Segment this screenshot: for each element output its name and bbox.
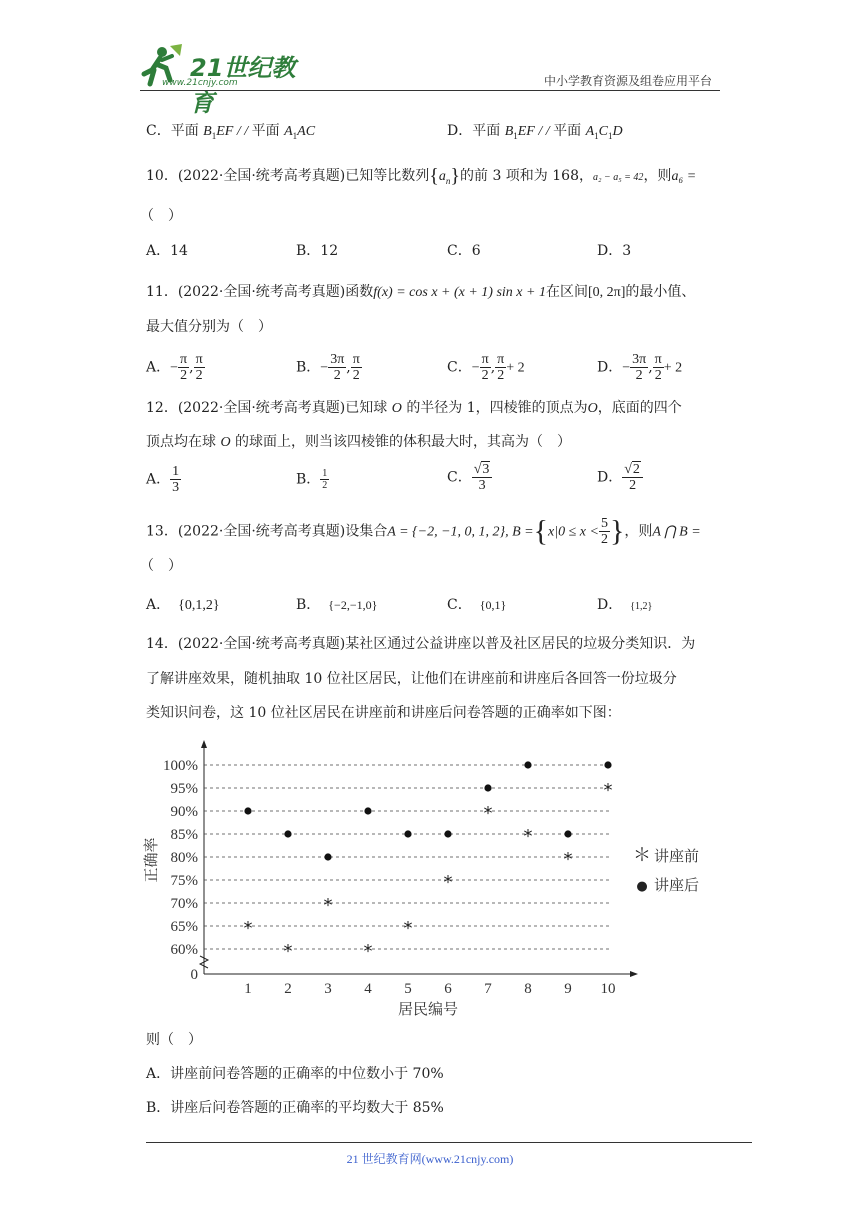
- logo-main-text: 21世纪教育: [190, 54, 296, 117]
- footer-rule: [146, 1142, 752, 1143]
- q12-option-b: [296, 468, 329, 491]
- denominator: 2: [481, 368, 489, 383]
- set-b-condition: x|0 ≤ x <: [548, 524, 599, 540]
- y-axis-arrow: [201, 740, 207, 748]
- denominator: 2: [654, 368, 662, 383]
- legend-marker: ＊: [633, 845, 651, 866]
- x-tick-label: 9: [564, 981, 572, 997]
- q11-text: 11．(2022·全国·统考高考真题)函数: [146, 284, 374, 300]
- fraction: [328, 352, 346, 383]
- q12-option-d: [597, 462, 643, 493]
- fraction: [630, 352, 648, 383]
- q13-text: ，则: [624, 523, 653, 540]
- logo: [140, 40, 310, 117]
- q9-option-c: [146, 121, 315, 146]
- q11-interval: [0, 2π]: [587, 285, 626, 300]
- sub: n: [445, 175, 451, 186]
- q13-text: 13．(2022·全国·统考高考真题)设集合: [146, 523, 388, 540]
- denominator: 2: [195, 368, 203, 383]
- q10-option-a: A．14: [146, 243, 188, 259]
- numerator: 5: [600, 516, 608, 531]
- q11-option-a: A．− $\frac{\pi}{2}$ , $\frac{\pi}{2}$: [146, 352, 203, 383]
- q13-option-a: [146, 595, 220, 616]
- denominator: 2: [600, 532, 608, 547]
- q10-target: a₆ =: [671, 169, 697, 184]
- fraction: [472, 462, 493, 493]
- q12-text: 的球面上，则当该四棱锥的体积最大时，其高为（ ）: [235, 434, 572, 450]
- option-label: C．: [447, 597, 472, 613]
- after-lecture-point: [284, 830, 291, 837]
- q10-stem: [146, 166, 696, 191]
- y-tick-label: 70%: [170, 896, 198, 912]
- accuracy-scatter-chart: [140, 730, 720, 1020]
- q11-text: 在区间: [545, 284, 588, 300]
- q12-option-c: [447, 462, 492, 493]
- after-lecture-point: [564, 830, 571, 837]
- q11-option-c: C．− $\frac{\pi}{2}$ , $\frac{\pi}{2}$ + 2: [447, 352, 525, 383]
- radicand: 3: [482, 462, 490, 477]
- page-header: [140, 40, 720, 117]
- numerator: 3π: [330, 352, 345, 367]
- denominator: 3: [478, 478, 486, 493]
- y-tick-label: 100%: [163, 758, 198, 774]
- q11-line2: 最大值分别为（ ）: [146, 319, 272, 335]
- brace: {: [533, 514, 549, 548]
- text-plane: 平面: [251, 123, 280, 139]
- y-tick-label: 90%: [170, 804, 198, 820]
- q13-option-d: [597, 595, 652, 617]
- q10-text: ，则: [643, 168, 672, 184]
- option-label: B．: [296, 359, 321, 376]
- math-b: B: [504, 124, 514, 139]
- denominator: 2: [352, 368, 360, 383]
- after-lecture-point: [444, 830, 451, 837]
- fraction: [170, 464, 181, 495]
- y-tick-label: 95%: [170, 781, 198, 797]
- option-value: {−2,−1,0}: [328, 598, 378, 612]
- footer-text: 21 世纪教育网(www.21cnjy.com): [346, 1152, 514, 1166]
- numerator: 3π: [632, 352, 647, 367]
- minus-sign: −: [471, 360, 480, 376]
- fraction: [351, 352, 362, 383]
- numerator: 1: [322, 468, 328, 479]
- denominator: 2: [629, 478, 637, 493]
- math-a: A: [284, 124, 293, 139]
- brace: }: [609, 514, 625, 548]
- after-lecture-point: [484, 784, 491, 791]
- y-tick-label: 65%: [170, 919, 198, 935]
- sub: 1: [608, 130, 613, 141]
- q14-option-b: B．讲座后问卷答题的正确率的平均数大于 85%: [146, 1100, 444, 1116]
- before-lecture-point: *: [483, 803, 493, 824]
- q10-option-c: C．6: [447, 243, 481, 259]
- fraction: [320, 468, 329, 491]
- denominator: 2: [333, 368, 341, 383]
- header-rule: [140, 90, 720, 91]
- minus-sign: −: [170, 360, 179, 376]
- q12-line2: [146, 432, 571, 453]
- denominator: 2: [497, 368, 505, 383]
- x-tick-label: 7: [484, 981, 492, 997]
- before-lecture-point: *: [363, 941, 373, 962]
- after-lecture-point: [364, 807, 371, 814]
- fraction: [599, 516, 610, 547]
- x-tick-label: 6: [444, 981, 452, 997]
- set-a: A = {−2, −1, 0, 1, 2}, B =: [387, 524, 534, 540]
- denominator: 2: [180, 368, 188, 383]
- before-lecture-point: *: [523, 826, 533, 847]
- numerator: 1: [172, 464, 180, 479]
- q10-paren: （ ）: [140, 208, 182, 224]
- y-axis-label: 正确率: [142, 837, 160, 883]
- option-label: D．: [597, 597, 623, 613]
- logo-url: www.21cnjy.com: [162, 78, 238, 88]
- brace: {: [429, 165, 439, 187]
- radicand: 2: [632, 462, 640, 477]
- before-lecture-point: *: [323, 895, 333, 916]
- x-tick-label: 3: [324, 981, 332, 997]
- fraction: [653, 352, 664, 383]
- math-ac: AC: [297, 124, 316, 139]
- option-d-label: D．平面: [447, 123, 501, 139]
- q13-stem: [146, 516, 701, 547]
- q11-function: f(x) = cos x + (x + 1) sin x + 1: [373, 285, 546, 300]
- axis-break: [200, 956, 208, 968]
- q14-option-a: A．讲座前问卷答题的正确率的中位数小于 70%: [146, 1066, 444, 1082]
- q14-line1: 14．(2022·全国·统考高考真题)某社区通过公益讲座以普及社区居民的垃圾分类知识．为: [146, 636, 696, 652]
- x-axis-arrow: [630, 971, 638, 977]
- q12-text: 12．(2022·全国·统考高考真题)已知球: [146, 400, 388, 416]
- option-label: C．: [447, 469, 472, 486]
- q13-option-c: [447, 595, 506, 615]
- y-tick-label: 60%: [170, 942, 198, 958]
- sub: 1: [211, 130, 217, 141]
- q11-option-b: B．− $\frac{3\pi}{2}$ , $\frac{\pi}{2}$: [296, 352, 360, 383]
- q12-option-a: [146, 464, 181, 495]
- q12-line1: [146, 398, 682, 419]
- before-lecture-point: *: [563, 849, 573, 870]
- header-right-text: 中小学教育资源及组卷应用平台: [543, 74, 712, 88]
- x-axis-label: 居民编号: [397, 1000, 459, 1018]
- y-tick-label: 0: [190, 967, 198, 983]
- math-c: C: [598, 124, 608, 139]
- numerator: √2: [622, 462, 643, 478]
- math-d: D: [612, 124, 623, 139]
- fraction: [178, 352, 189, 383]
- numerator: π: [481, 352, 489, 367]
- option-value: {0,1,2}: [178, 598, 220, 613]
- x-tick-label: 8: [524, 981, 532, 997]
- q11-stem: [146, 282, 695, 303]
- text-plane: 平面: [553, 123, 582, 139]
- brace: }: [450, 165, 460, 187]
- denominator: 3: [172, 480, 180, 495]
- legend-marker: ●: [636, 879, 648, 894]
- y-tick-label: 75%: [170, 873, 198, 889]
- after-lecture-point: [404, 830, 411, 837]
- option-label: B．: [296, 597, 321, 613]
- y-tick-label: 80%: [170, 850, 198, 866]
- before-lecture-point: *: [283, 941, 293, 962]
- math-ef: EF / /: [517, 124, 554, 139]
- q12-text: ，底面的四个: [597, 400, 682, 416]
- legend-label: 讲座前: [654, 847, 700, 865]
- before-lecture-point: *: [443, 872, 453, 893]
- before-lecture-point: *: [603, 780, 613, 801]
- after-lecture-point: [604, 761, 611, 768]
- y-tick-label: 85%: [170, 827, 198, 843]
- q9-option-d: [447, 121, 623, 146]
- option-label: A．: [146, 471, 171, 488]
- sub: 1: [594, 130, 599, 141]
- denominator: 2: [635, 368, 643, 383]
- q10-condition: a₂ − a₅ = 42: [592, 172, 644, 183]
- x-tick-label: 5: [404, 981, 412, 997]
- q14-line2: 了解讲座效果，随机抽取 10 位社区居民，让他们在讲座前和讲座后各回答一份垃圾分: [146, 671, 677, 687]
- q11-text: 的最小值、: [625, 284, 696, 300]
- q12-text: 顶点均在球: [146, 434, 216, 450]
- q14-line3: 类知识问卷，这 10 位社区居民在讲座前和讲座后问卷答题的正确率如下图：: [146, 705, 621, 721]
- numerator: π: [180, 352, 188, 367]
- x-tick-label: 1: [244, 981, 252, 997]
- fraction: [622, 462, 643, 493]
- minus-sign: −: [622, 360, 631, 376]
- fraction: [480, 352, 491, 383]
- after-lecture-point: [524, 761, 531, 768]
- minus-sign: −: [320, 360, 329, 376]
- option-label: A．: [146, 597, 171, 613]
- tail: + 2: [663, 360, 683, 376]
- math-ef: EF / /: [216, 124, 252, 139]
- q10-text: 的前 3 项和为 168，: [460, 168, 593, 184]
- option-c-label: C．平面: [146, 123, 199, 139]
- denominator: 2: [322, 480, 328, 491]
- math-o: O: [587, 401, 598, 416]
- q12-text: 的半径为 1，四棱锥的顶点为: [406, 400, 588, 416]
- legend-label: 讲座后: [654, 876, 700, 894]
- sub: 1: [292, 130, 298, 141]
- numerator: π: [352, 352, 360, 367]
- sub: 1: [513, 130, 518, 141]
- option-label: A．: [146, 359, 171, 376]
- numerator: π: [195, 352, 203, 367]
- after-lecture-point: [244, 807, 251, 814]
- numerator: √3: [472, 462, 493, 478]
- q11-option-d: D．− $\frac{3\pi}{2}$ , $\frac{\pi}{2}$ + 2: [597, 352, 683, 383]
- x-tick-label: 10: [600, 981, 616, 997]
- option-label: D．: [597, 469, 623, 486]
- q13-paren: （ ）: [140, 558, 182, 574]
- math-o: O: [220, 435, 231, 450]
- x-tick-label: 4: [364, 981, 372, 997]
- after-lecture-point: [324, 853, 331, 860]
- before-lecture-point: *: [403, 918, 413, 939]
- q10-option-d: D．3: [597, 243, 632, 259]
- math-a: a: [438, 169, 446, 184]
- option-label: B．: [296, 471, 321, 488]
- x-tick-label: 2: [284, 981, 292, 997]
- option-label: D．: [597, 359, 623, 376]
- option-value: {1,2}: [630, 601, 653, 612]
- tail: + 2: [506, 360, 525, 376]
- q13-option-b: [296, 595, 377, 615]
- q10-text: 10．(2022·全国·统考高考真题)已知等比数列: [146, 168, 430, 184]
- math-a: A: [585, 124, 595, 139]
- option-label: C．: [447, 359, 472, 376]
- numerator: π: [497, 352, 505, 367]
- fraction: [495, 352, 506, 383]
- math-o: O: [391, 401, 402, 416]
- before-lecture-point: *: [243, 918, 253, 939]
- q10-option-b: B．12: [296, 243, 339, 259]
- q14-then: 则（ ）: [146, 1032, 202, 1048]
- numerator: π: [654, 352, 662, 367]
- q13-target: A ⋂ B =: [652, 524, 701, 540]
- fraction: [194, 352, 205, 383]
- option-value: {0,1}: [479, 598, 507, 612]
- math-b: B: [203, 124, 212, 139]
